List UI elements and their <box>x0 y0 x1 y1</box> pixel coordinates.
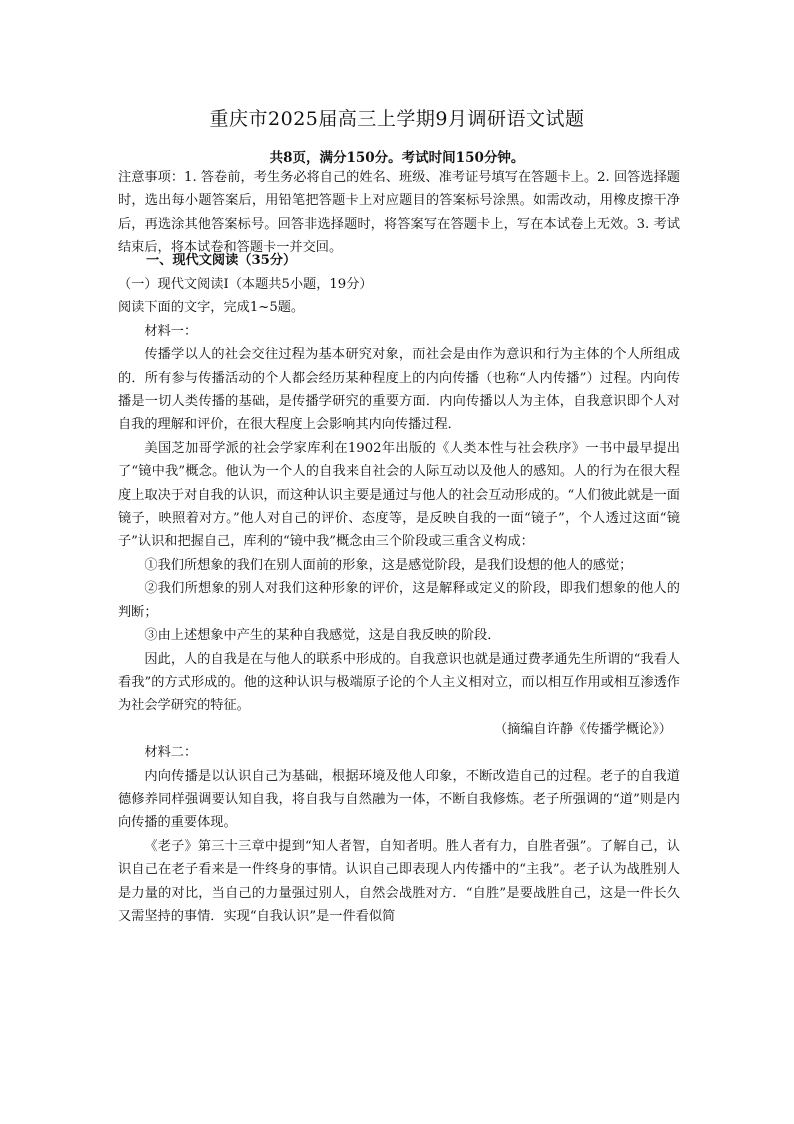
page-title: 重庆市2025届高三上学期9月调研语文试题 <box>209 108 585 130</box>
reading-body <box>118 273 680 928</box>
material-2-label: 材料二： <box>144 745 198 761</box>
notice-block <box>118 166 680 260</box>
subsection-heading: （一）现代文阅读Ⅰ（本题共5小题，19分） <box>118 277 373 292</box>
material-2-paragraph-1: 内向传播是以认识自己为基础，根据环境及他人印象，不断改造自己的过程。老子的自我道德修养同样强调要认知自我，将自我与自然融为一体，不断自我修炼。老子所强调的“道”则是内向传播的重要体现。 <box>118 768 680 831</box>
material-1-item-2: ②我们所想象的别人对我们这种形象的评价，这是解释或定义的阶段，即我们想象的他人的判断； <box>118 581 680 620</box>
instruction-text: 阅读下面的文字，完成1~5题。 <box>118 300 305 316</box>
material-2-paragraph-2: 《老子》第三十三章中提到“知人者智，自知者明。胜人者有力，自胜者强”。了解自己，认识自己在老子看来是一件终身的事情。认识自己即表现人内传播中的“主我”。老子认为战胜别人是力量的对比，当自己的力量强过别人，自然会战胜对方．“自胜”是要战胜自己，这是一件长久又需坚持的事情．实现“自我认识”是一件看似简 <box>118 838 680 924</box>
notice-text: 注意事项：1. 答卷前，考生务必将自己的姓名、班级、准考证号填写在答题卡上。2. 回答选择题时，选出每小题答案后，用铅笔把答题卡上对应题目的答案标号涂黑。如需改动，用橡皮擦干净后，再选涂其他答案标号。回答非选择题时，将答案写在答题卡上，写在本试卷上无效。3. 考试结束后，将本试卷和答题卡一并交回。 <box>118 170 680 256</box>
material-1-item-3: ③由上述想象中产生的某种自我感觉，这是自我反映的阶段． <box>144 628 501 644</box>
material-1-label: 材料一： <box>144 323 198 339</box>
section-heading: 一、现代文阅读（35分） <box>146 253 297 268</box>
material-1-paragraph-2: 美国芝加哥学派的社会学家库利在1902年出版的《人类本性与社会秩序》一书中最早提出了“镜中我”概念。他认为一个人的自我来自社会的人际互动以及他人的感知。人的行为在很大程度上取决于对自我的认识，而这种认识主要是通过与他人的社会互动形成的。“人们彼此就是一面镜子，映照着对方。”他人对自己的评价、态度等，是反映自我的一面“镜子”，个人透过这面“镜子”认识和把握自己，库利的“镜中我”概念由三个阶段或三重含义构成： <box>118 440 680 550</box>
material-1-paragraph-3: 因此，人的自我是在与他人的联系中形成的。自我意识也就是通过费孝通先生所谓的“我看人看我”的方式形成的。他的这种认识与极端原子论的个人主义相对立，而以相互作用或相互渗透作为社会学研究的特征。 <box>118 651 680 714</box>
material-1-paragraph-1: 传播学以人的社会交往过程为基本研究对象，而社会是由作为意识和行为主体的个人所组成的．所有参与传播活动的个人都会经历某种程度上的内向传播（也称“人内传播”）过程。内向传播是一切人类传播的基础，是传播学研究的重要方面．内向传播以人为主体，自我意识即个人对自我的理解和评价，在很大程度上会影响其内向传播过程． <box>118 347 680 433</box>
exam-info: 共8页，满分150分。考试时间150分钟。 <box>269 150 525 166</box>
material-1-source: （摘编自许静《传播学概论》） <box>493 721 672 737</box>
material-1-item-1: ①我们所想象的我们在别人面前的形象，这是感觉阶段，是我们设想的他人的感觉； <box>144 557 633 573</box>
